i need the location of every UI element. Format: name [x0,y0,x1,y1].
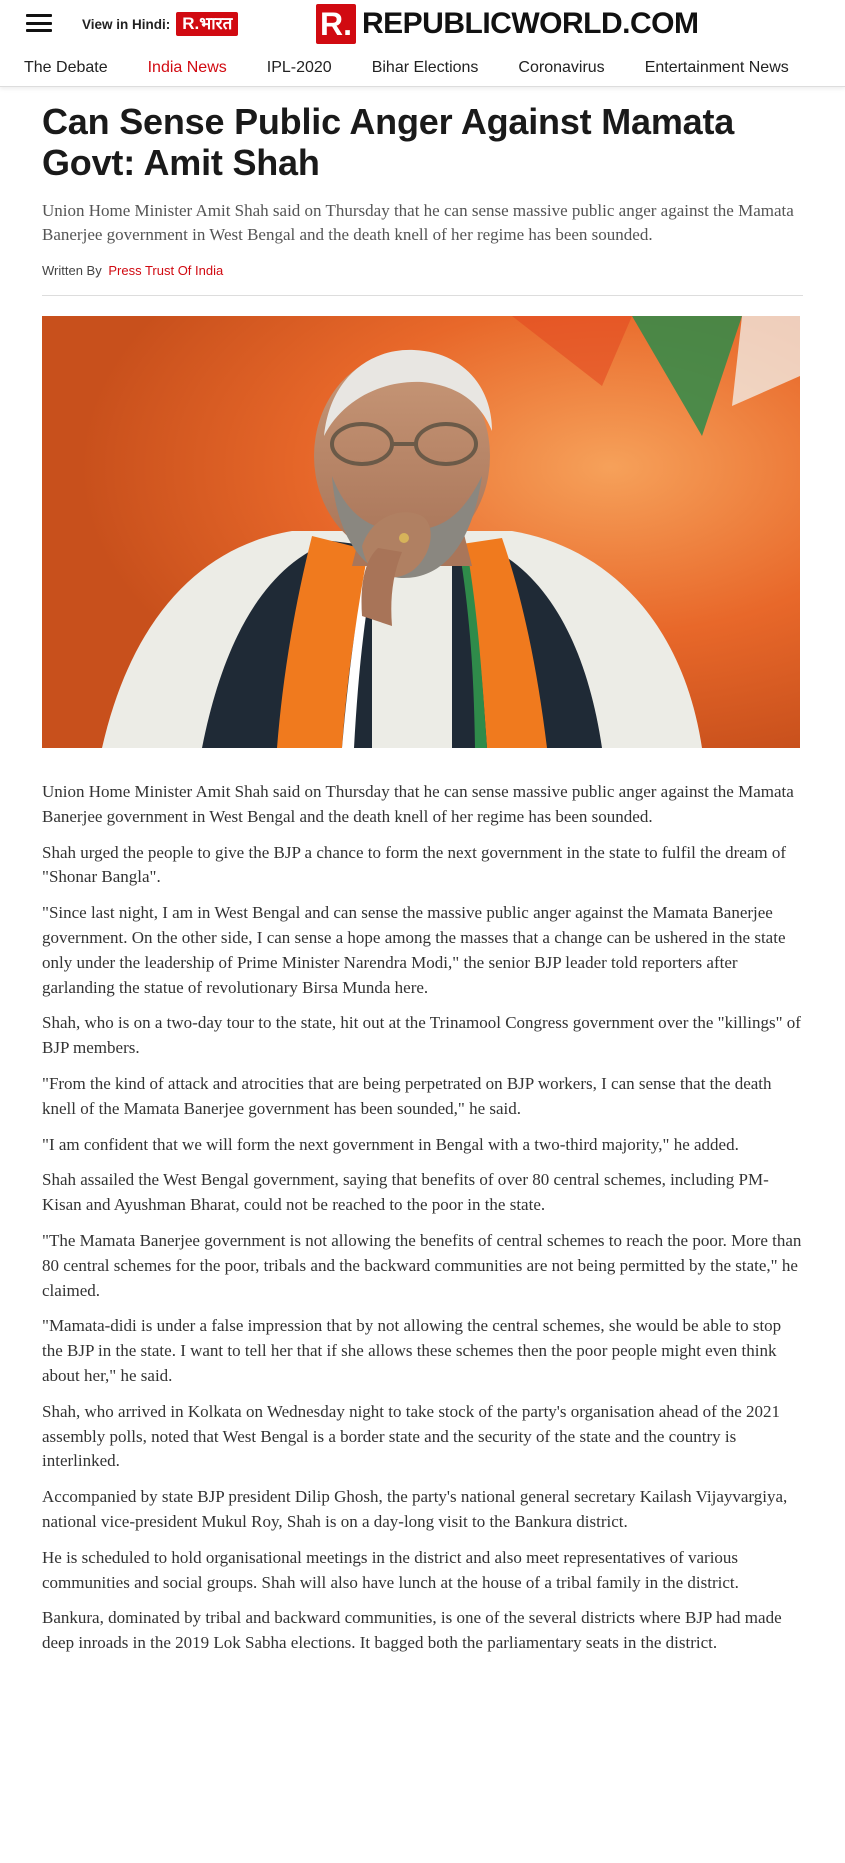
article-paragraph: He is scheduled to hold organisational meetings in the district and also meet representatives of various communities and social groups. Shah will also have lunch at the house of a tribal family in the district. [42,1547,739,1592]
nav-item-ipl-2020[interactable]: IPL-2020 [266,59,332,76]
site-header [0,0,845,87]
view-in-hindi-label: View in Hindi: [82,16,171,32]
article-paragraph: "Mamata-didi is under a false impression that by not allowing the central schemes, she would be able to stop the BJP in the state. I want to tell her that if she allows these schemes then the poor people might even think about her," he said. [42,1316,782,1385]
top-bar [0,0,845,50]
nav-item-bihar-elections[interactable]: Bihar Elections [371,59,479,76]
nav-item-entertainment-news[interactable]: Entertainment News [644,59,789,76]
main-nav [0,50,845,87]
brand-name: REPUBLICWORLD.COM [362,7,699,40]
byline [42,263,803,278]
site-logo[interactable] [316,4,698,44]
article-paragraph: "Since last night, I am in West Bengal and can sense the massive public anger against the Mamata Banerjee government. On the other side, I can sense a hope among the masses that a change can be ushered in the state only under the leadership of Prime Minister Narendra Modi," the senior BJP leader told reporters after garlanding the statue of revolutionary Birsa Munda here. [42,903,786,997]
article-paragraph: Bankura, dominated by tribal and backward communities, is one of the several districts where BJP had made deep inroads in the 2019 Lok Sabha elections. It bagged both the parliamentary seats in the district. [42,1608,782,1653]
nav-item-the-debate[interactable]: The Debate [24,59,108,76]
hero-photo-illustration [42,316,800,748]
article-paragraph: Shah, who is on a two-day tour to the state, hit out at the Trinamool Congress government over the "killings" of BJP members. [42,1013,801,1058]
article-paragraph: Union Home Minister Amit Shah said on Thursday that he can sense massive public anger against the Mamata Banerjee government in West Bengal and the death knell of her regime has been sounded. [42,782,794,826]
byline-label: Written By [42,263,102,278]
article-body [42,780,803,1656]
article [0,87,845,1697]
article-paragraph: "From the kind of attack and atrocities that are being perpetrated on BJP workers, I can sense that the death knell of the Mamata Banerjee government has been sounded," he said. [42,1073,772,1118]
menu-icon[interactable] [26,14,52,32]
article-headline: Can Sense Public Anger Against Mamata Govt: Amit Shah [42,101,735,183]
divider [42,295,803,296]
article-summary: Union Home Minister Amit Shah said on Thursday that he can sense massive public anger against the Mamata Banerjee government in West Bengal and the death knell of her regime has been sounded. [42,201,794,244]
article-paragraph: Accompanied by state BJP president Dilip Ghosh, the party's national general secretary Kailash Vijayvargiya, national vice-president Mukul Roy, Shah is on a day-long visit to the Bankura district. [42,1487,788,1531]
author-link[interactable]: Press Trust Of India [108,263,224,278]
article-paragraph: "The Mamata Banerjee government is not allowing the benefits of central schemes to reach the poor. More than 80 central schemes for the poor, tribals and the backward communities are not being permitted by the state," he claimed. [42,1230,802,1300]
brand-mark-icon: R. [316,4,356,44]
view-in-hindi[interactable] [82,12,238,36]
article-paragraph: Shah urged the people to give the BJP a chance to form the next government in the state to fulfil the dream of "Shonar Bangla". [42,842,787,887]
article-paragraph: Shah, who arrived in Kolkata on Wednesday night to take stock of the party's organisation ahead of the 2021 assembly polls, noted that West Bengal is a border state and the security of the state and the country is interlinked. [42,1401,781,1471]
article-paragraph: Shah assailed the West Bengal government, saying that benefits of over 80 central schemes, including PM-Kisan and Ayushman Bharat, could not be reached to the poor in the state. [42,1170,769,1215]
republic-bharat-logo[interactable]: R. भारत [176,12,238,36]
article-hero-image [42,316,800,748]
nav-item-coronavirus[interactable]: Coronavirus [518,59,605,76]
nav-item-india-news[interactable]: India News [147,59,227,76]
article-paragraph: "I am confident that we will form the next government in Bengal with a two-third majority," he added. [42,1134,739,1154]
